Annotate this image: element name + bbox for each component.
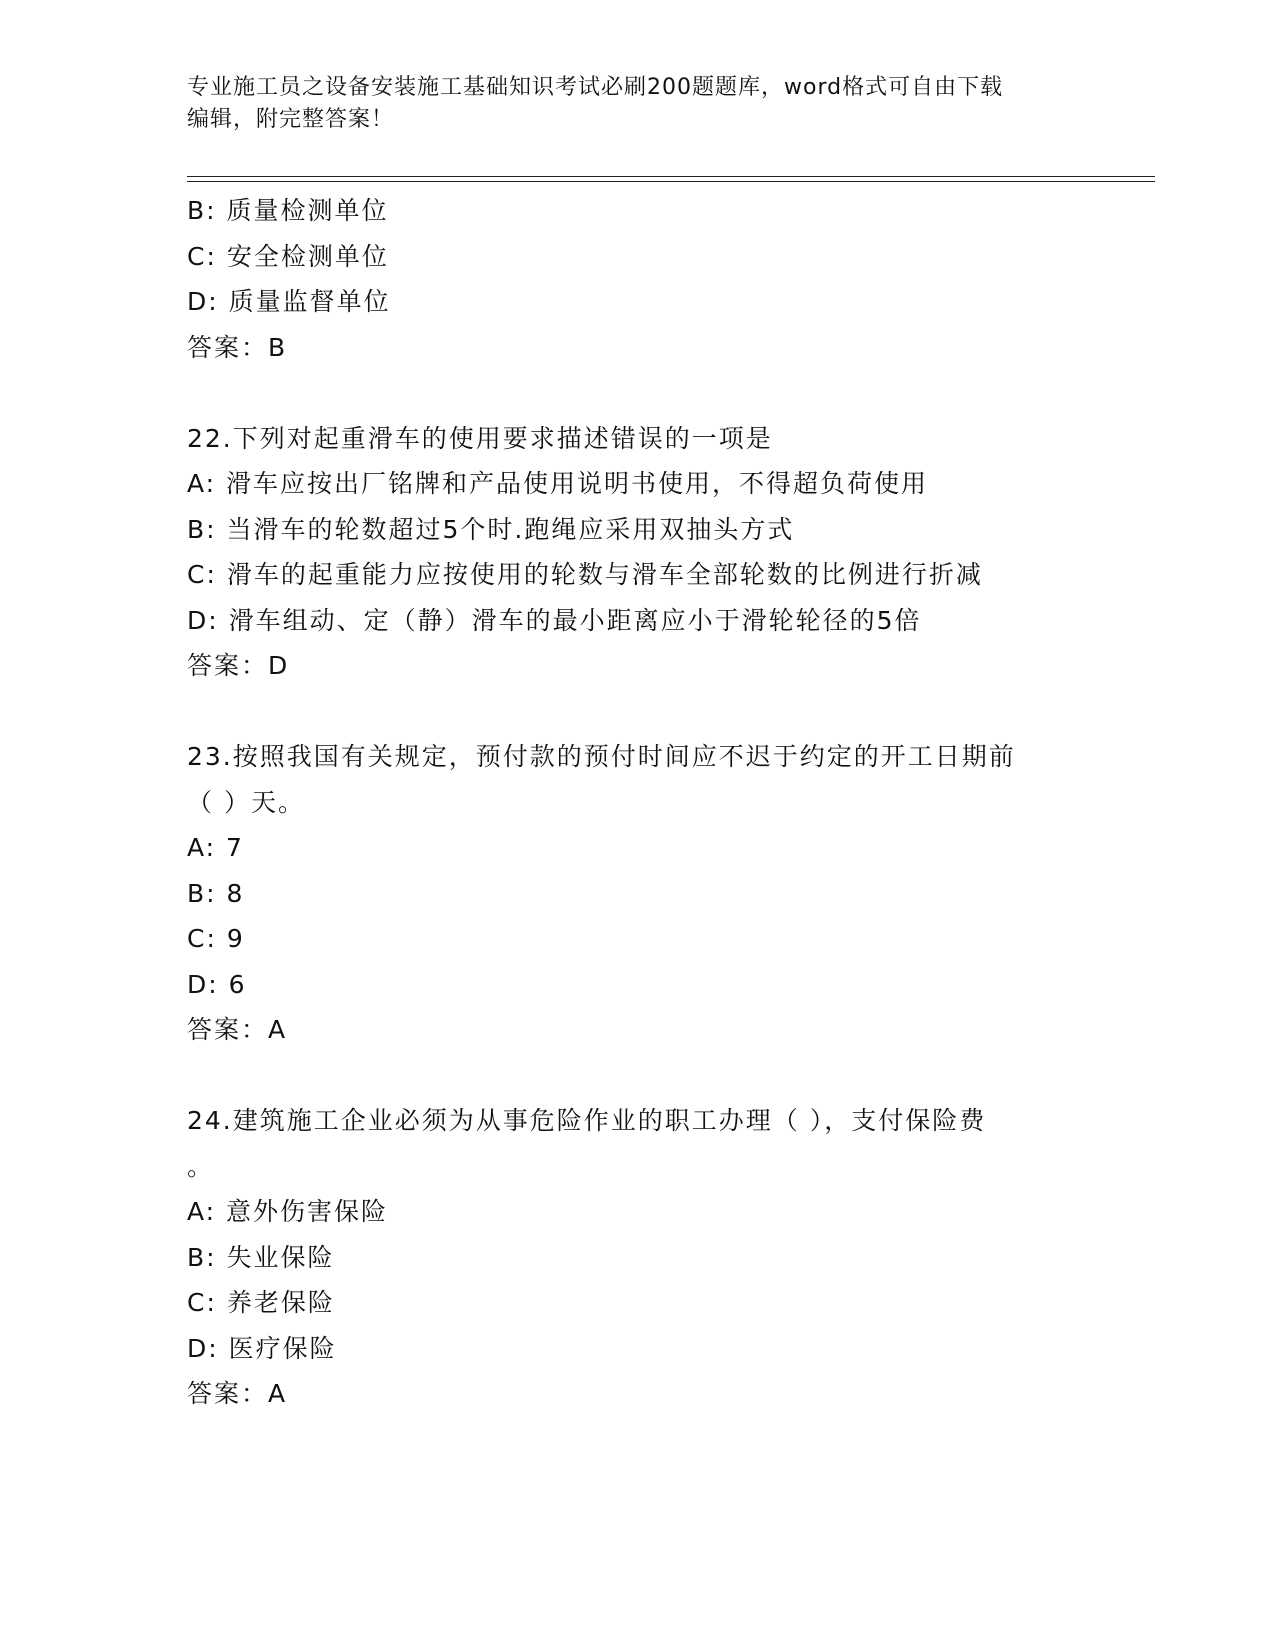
page-header [187,72,1067,136]
question-text-line-2: （ ）天。 [187,787,305,817]
question-text-line-1: 24.建筑施工企业必须为从事危险作业的职工办理（ ），支付保险费 [187,1106,987,1135]
question-22 [187,416,1087,689]
option-c: C: 9 [187,924,245,953]
question-24 [187,1098,1087,1417]
option-a: A: 7 [187,833,244,862]
option-a: A: 意外伤害保险 [187,1197,389,1226]
question-text-line-2: 。 [187,1151,215,1181]
option-b: B: 失业保险 [187,1242,335,1272]
option-d: D: 6 [187,969,247,999]
answer: 答案：A [187,1015,288,1044]
option-b: B: 当滑车的轮数超过5个时.跑绳应采用双抽头方式 [187,514,795,544]
option-c: C: 养老保险 [187,1288,335,1317]
option-c: C: 安全检测单位 [187,241,389,271]
option-c: C: 滑车的起重能力应按使用的轮数与滑车全部轮数的比例进行折减 [187,560,983,589]
option-d: D: 医疗保险 [187,1333,337,1363]
option-d: D: 滑车组动、定（静）滑车的最小距离应小于滑轮轮径的5倍 [187,605,922,635]
answer: 答案：D [187,651,290,680]
option-a: A: 滑车应按出厂铭牌和产品使用说明书使用，不得超负荷使用 [187,469,929,498]
header-divider [187,176,1155,182]
answer: 答案：B [187,332,288,362]
spacer [187,1053,1087,1099]
header-title-line-2: 编辑，附完整答案！ [187,107,395,132]
spacer [187,689,1087,735]
option-d: D: 质量监督单位 [187,287,391,316]
question-23 [187,734,1087,1053]
question-list [187,188,1087,1417]
spacer [187,370,1087,416]
option-b: B: 8 [187,878,245,908]
option-b: B: 质量检测单位 [187,196,389,225]
question-text-line-1: 23.按照我国有关规定，预付款的预付时间应不迟于约定的开工日期前 [187,742,1016,771]
answer: 答案：A [187,1379,288,1408]
question-21-partial [187,188,1087,370]
question-text: 22.下列对起重滑车的使用要求描述错误的一项是 [187,423,773,453]
header-title-line-1: 专业施工员之设备安装施工基础知识考试必刷200题题库，word格式可自由下载 [187,75,1004,100]
